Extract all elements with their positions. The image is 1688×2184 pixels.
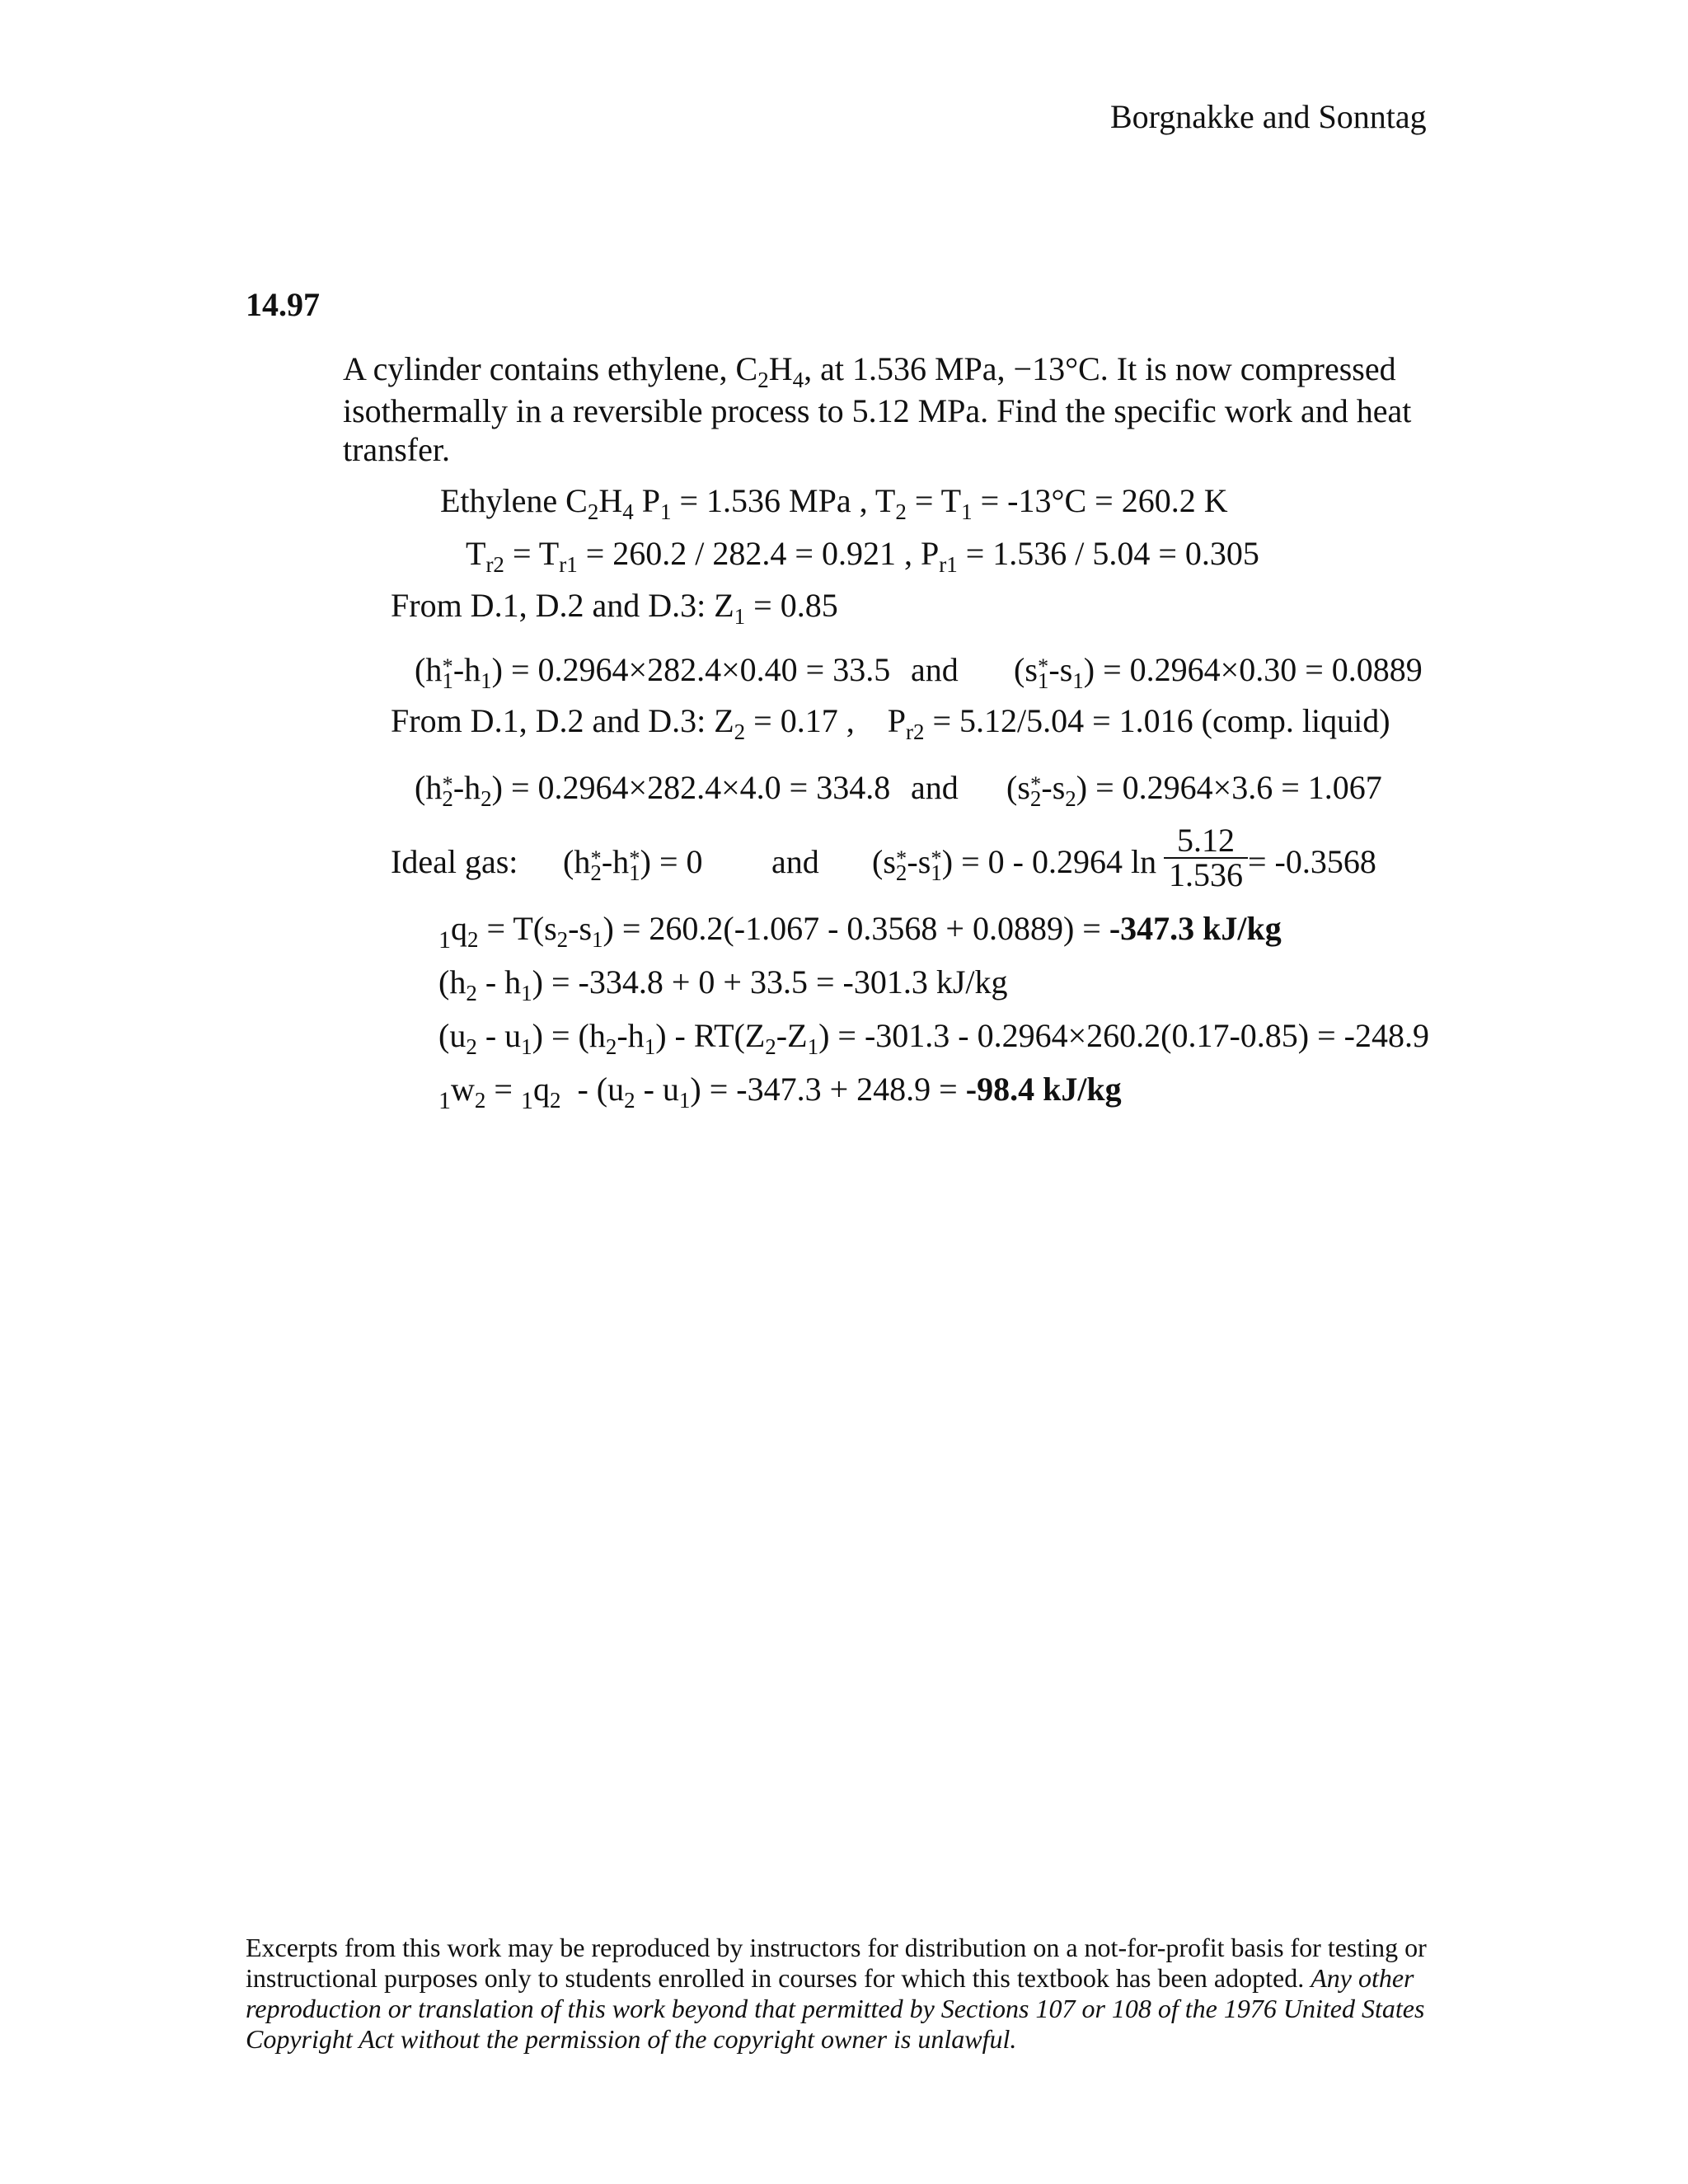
ln-fraction <box>1160 824 1251 892</box>
eq-ethylene-state: Ethylene $C_2H_4$ $P_1 = 1.536$ MPa , $T_2 = T_1 = -13^\circ C = 260.2$ K <box>440 482 1228 524</box>
statement-line-2: isothermally in a reversible process to 5.12 MPa. Find the specific work and heat <box>343 392 1412 429</box>
header-authors: Borgnakke and Sonntag <box>1110 98 1427 135</box>
work-result: -98.4 kJ/kg <box>965 1071 1122 1108</box>
eq-departure-2-h: (h* $_2-h_2) = 0.2964\times 282.4\times 4.0 = 334.8$ <box>415 768 890 818</box>
eq-departure-1-and: and <box>911 651 959 688</box>
eq-reduced-properties: $T_{r2} = T_{r1} = 260.2 / 282.4 = 0.921$ , $P_{r1} = 1.536 / 5.04 = 0.305$ <box>466 535 1259 577</box>
ideal-gas-result: = -0.3568 <box>1248 843 1376 880</box>
ideal-gas-h: (h* $_2$-h* $_1$) = 0 <box>563 842 703 893</box>
eq-enthalpy-change: $(h_2 - h_1) = -334.8 + 0 + 33.5 = -301.3$ kJ/kg <box>438 963 1008 1005</box>
footer-notice: Excerpts from this work may be reproduced by instructors for distribution on a not-for-profit basis for testing or instructional purposes only to students enrolled in courses for which this textbook has been adopted. <box>246 1933 1427 1993</box>
ideal-gas-and: and <box>771 843 819 880</box>
copyright-footer <box>246 1933 1531 2055</box>
eq-departure-2-s: (s* $_2-s_2) = 0.2964\times 3.6 = 1.067$ <box>1006 768 1382 818</box>
footer-warning: Any other reproduction or translation of this work beyond that permitted by Sections 107 or 108 of the 1976 United States Copyright Act without the permission of the copyright owner is unlawful. <box>246 1963 1425 2054</box>
eq-departure-1-s: (s* $_1-s_1) = 0.2964\times 0.30 = 0.0889$ <box>1014 650 1423 701</box>
problem-number: 14.97 <box>246 286 320 323</box>
eq-heat-transfer: $_1q_2 = T(s_2-s_1) = 260.2(-1.067 - 0.3568 + 0.0889) = -347.3$ kJ/kg <box>438 910 1282 954</box>
eq-z1: From D.1, D.2 and D.3: $Z_1 = 0.85$ <box>391 587 838 629</box>
ideal-gas-label: Ideal gas: <box>391 843 518 880</box>
eq-internal-energy-change: $(u_2 - u_1) = (h_2-h_1) - RT(Z_2-Z_1) = -301.3 - 0.2964\times 260.2(0.17-0.85) = -248.9$ <box>438 1017 1429 1059</box>
eq-work: $_1w_2 = _1q_2 - (u_2 - u_1) = -347.3 + 248.9 = -98.4$ kJ/kg <box>438 1071 1122 1114</box>
fraction-numerator: 5.12 <box>1164 824 1248 859</box>
ideal-gas-s: (s* $_2$-s* $_1$) = 0 - 0.2964 ln <box>872 842 1156 893</box>
fraction-denominator: 1.536 <box>1169 856 1243 893</box>
heat-transfer-result: -347.3 kJ/kg <box>1109 910 1282 947</box>
eq-departure-1-h: (h* $_1-h_1) = 0.2964\times 282.4\times 0.40 = 33.5$ <box>415 650 890 701</box>
statement-line-1: A cylinder contains ethylene, $C_2H_4$, at 1.536 MPa, −13°C. It is now compressed <box>343 350 1396 392</box>
statement-line-3: transfer. <box>343 431 450 468</box>
eq-z2: From D.1, D.2 and D.3: $Z_2 = 0.17$ , $P_{r2} = 5.12/5.04 = 1.016$ (comp. liquid) <box>391 702 1390 744</box>
eq-departure-2-and: and <box>911 769 959 806</box>
